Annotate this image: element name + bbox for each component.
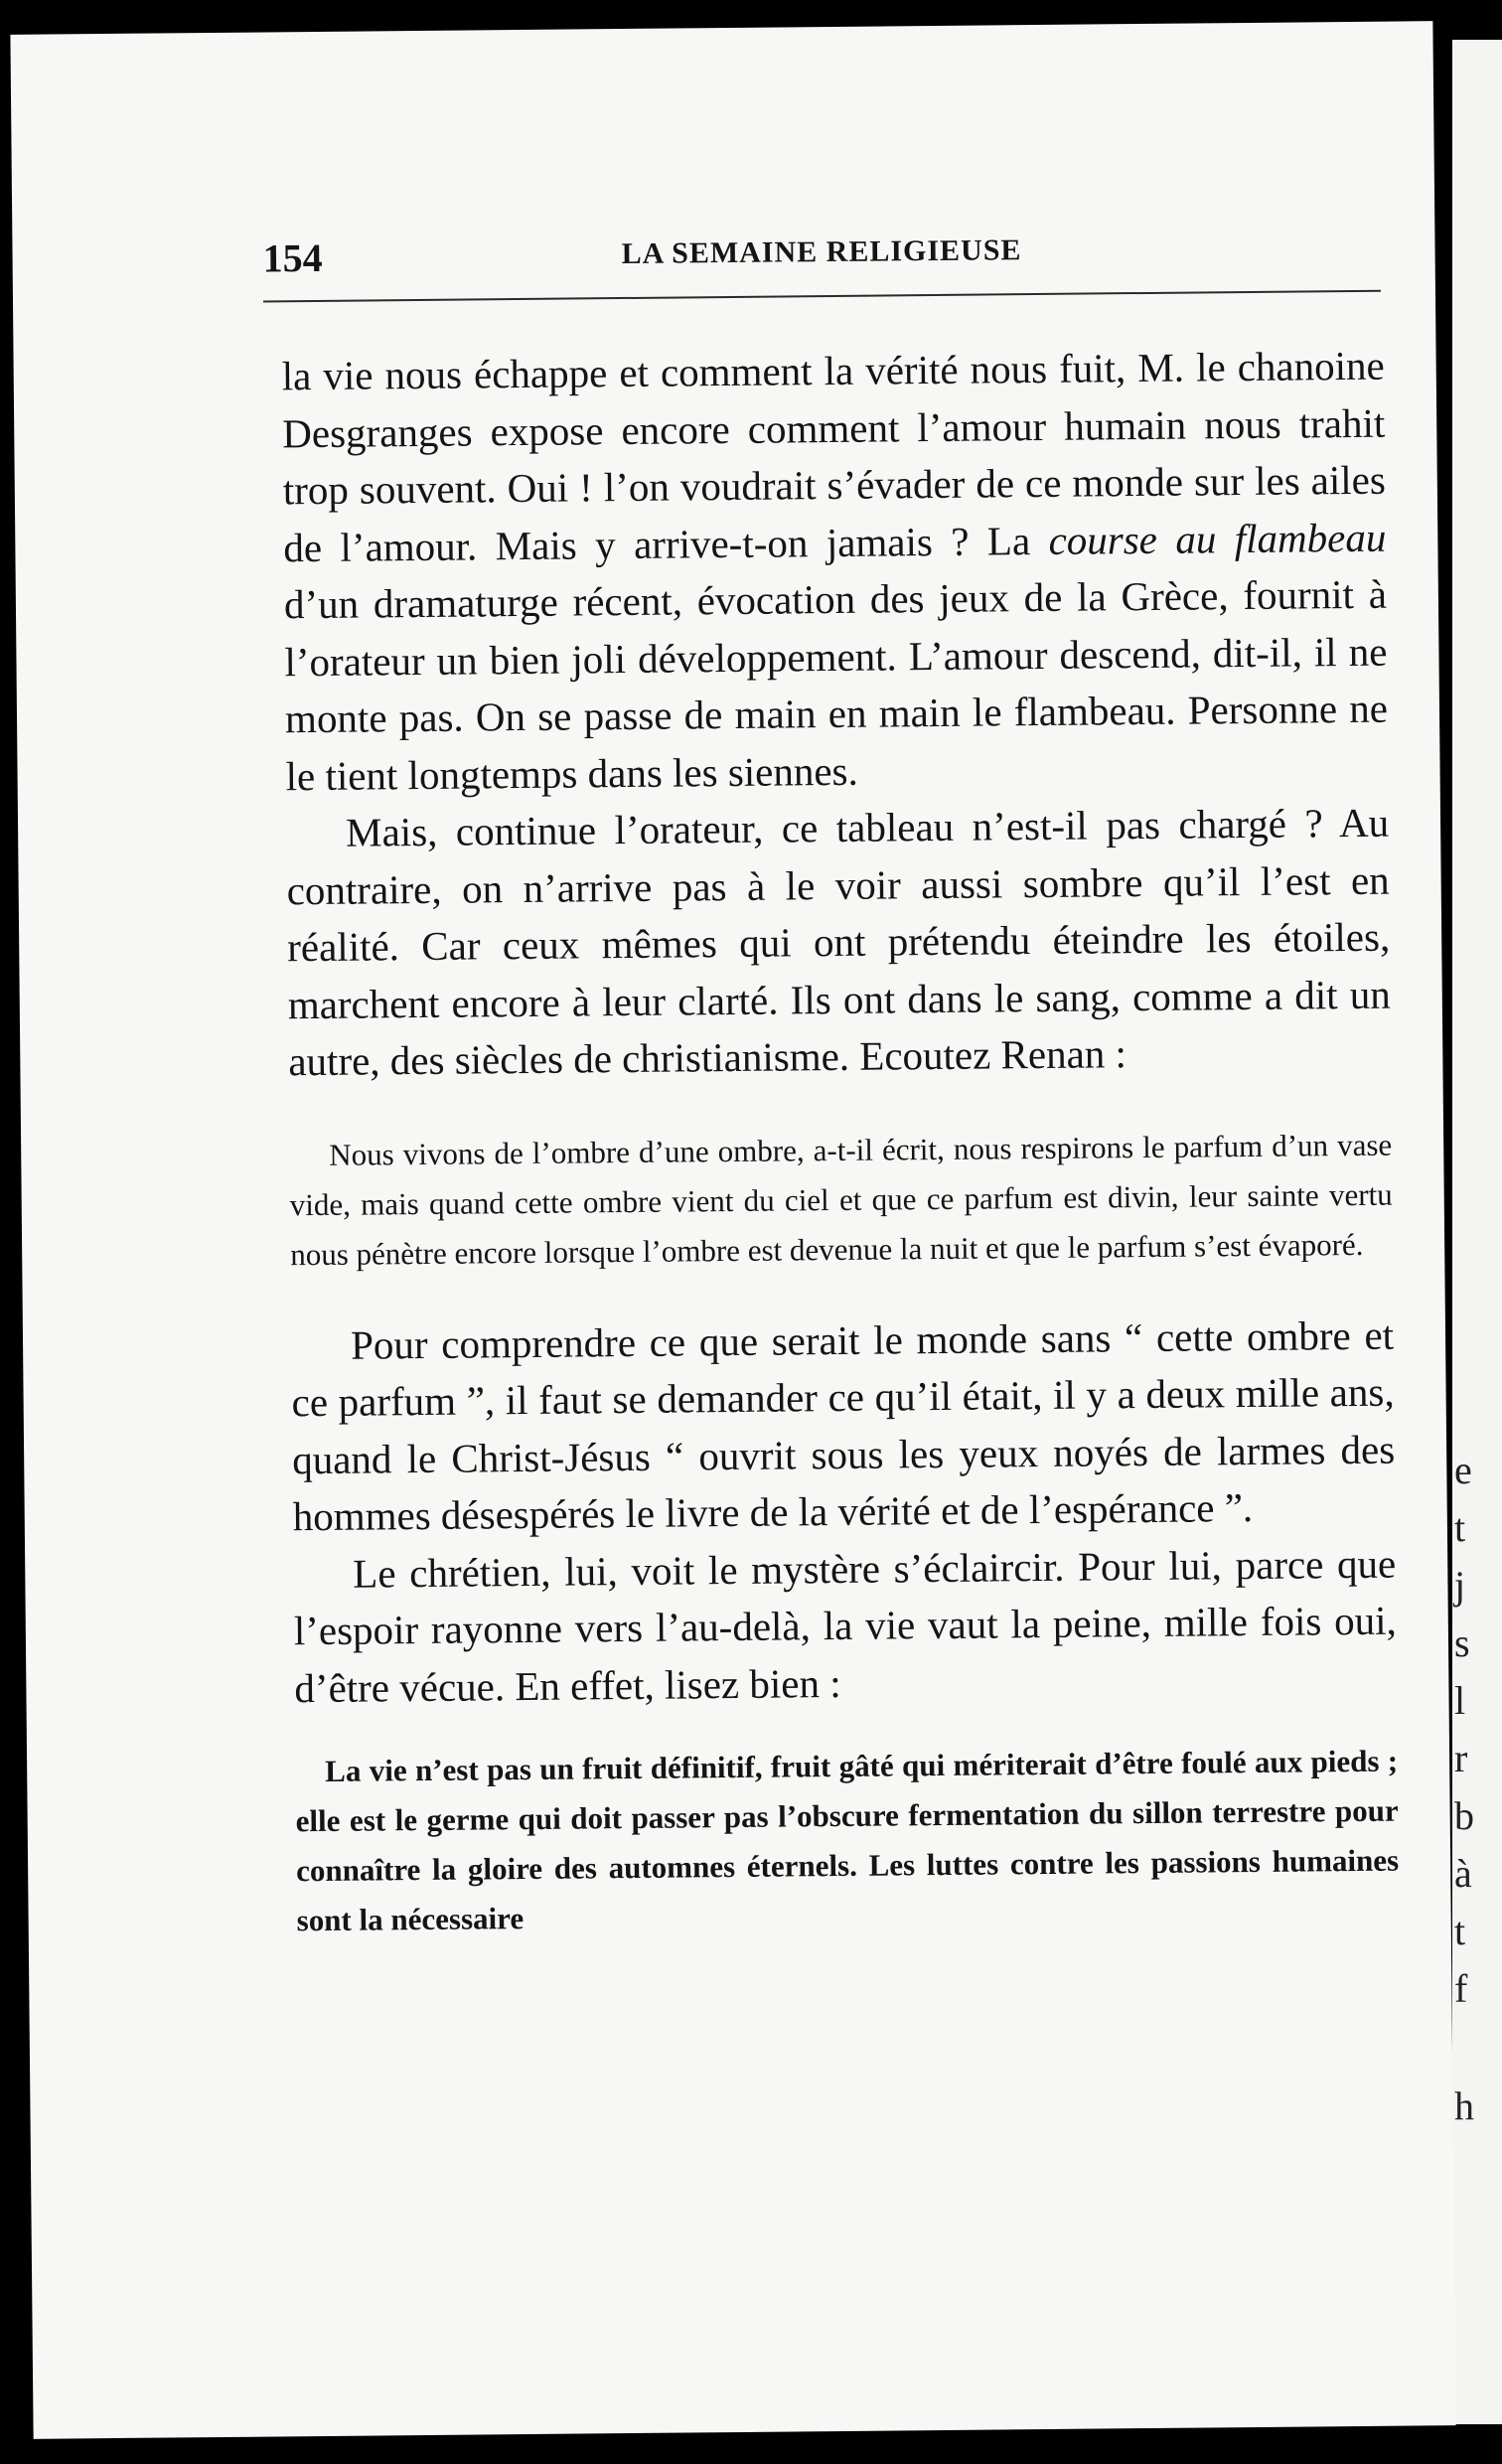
page-number: 154 [262, 234, 323, 281]
edge-letter: r [1454, 1736, 1468, 1780]
paragraph-text: la vie nous échappe et comment la vérité nous fuit, M. le chanoine Desgranges expose encore comment l’amour humain nous trahit trop souvent. Oui ! l’on voudrait s’évader de ce monde sur les ailes de l’amour. Mais y arrive-t-on jamais ? La [281, 342, 1387, 570]
edge-letter: s [1454, 1620, 1470, 1665]
header-rule [263, 290, 1381, 303]
paragraph [281, 338, 1388, 806]
article-body [281, 338, 1399, 1946]
edge-letter: l [1454, 1678, 1466, 1723]
paragraph: Pour comprendre ce que serait le monde sans “ cette ombre et ce parfum ”, il faut se demander ce qu’il était, il y a deux mille ans, quand le Christ-Jésus “ ouvrit sous les yeux noyés de larmes des hommes désespérés le livre de la vérité et de l’espérance ”. [291, 1311, 1396, 1540]
document-page [10, 21, 1455, 2439]
journal-title: LA SEMAINE RELIGIEUSE [621, 233, 1022, 271]
block-quote: La vie n’est pas un fruit définitif, fruit gâté qui mériterait d’être foulé aux pieds ; elle est le germe qui doit passer pas l’obscure fermentation du sillon terrestre pour connaître la gloire des automnes éternels. Les luttes contre les passions humaines sont la nécessaire [295, 1743, 1400, 1938]
paragraph: Mais, continue l’orateur, ce tableau n’est-il pas chargé ? Au contraire, on n’arrive pas à le voir aussi sombre qu’il l’est en réalité. Car ceux mêmes qui ont prétendu éteindre les étoiles, marchent encore à leur clarté. Ils ont dans le sang, comme a dit un autre, des siècles de christianisme. Ecoutez Renan : [286, 799, 1391, 1085]
adjacent-page-edge [1452, 40, 1502, 2424]
edge-letter: j [1454, 1563, 1466, 1608]
paragraph: Le chrétien, lui, voit le mystère s’éclaircir. Pour lui, parce que l’espoir rayonne vers l’au-delà, la vie vaut la peine, mille fois oui, d’être vécue. En effet, lisez bien : [293, 1540, 1398, 1711]
edge-letter: b [1454, 1793, 1474, 1838]
running-head [262, 217, 1381, 287]
edge-letter: f [1454, 1966, 1468, 2011]
edge-letter: e [1454, 1448, 1472, 1492]
italic-title: course au flambeau [1048, 514, 1387, 563]
edge-letter: h [1454, 2083, 1474, 2128]
edge-letter: à [1454, 1851, 1472, 1896]
edge-letter: t [1454, 1505, 1466, 1550]
paragraph-text: d’un dramaturge récent, évocation des jeux de la Grèce, fournit à l’orateur un bien joli développement. L’amour descend, dit-il, il ne monte pas. On se passe de main en main le flambeau. Personne ne le tient longtemps dans les siennes. [283, 570, 1389, 799]
block-quote: Nous vivons de l’ombre d’une ombre, a-t-il écrit, nous respirons le parfum d’un vase vide, mais quand cette ombre vient du ciel et que ce parfum est divin, leur sainte vertu nous pénètre encore lorsque l’ombre est devenue la nuit et que le parfum s’est évaporé. [289, 1127, 1393, 1272]
edge-letter: t [1454, 1909, 1466, 1953]
